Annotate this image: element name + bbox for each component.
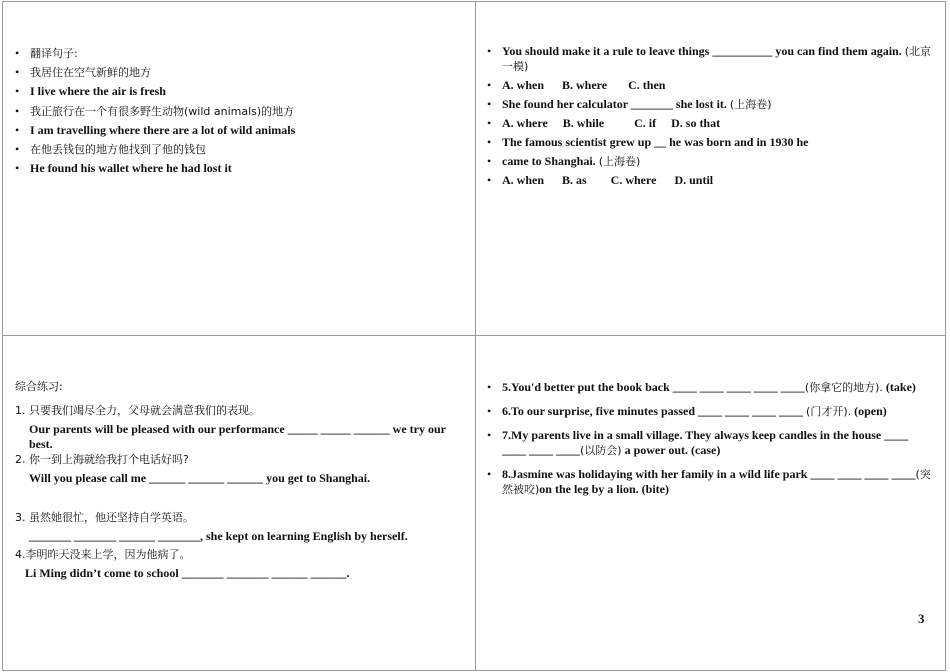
- answer-options: • A. where B. while C. if D. so that: [486, 116, 934, 131]
- list-item: • 我居住在空气新鲜的地方: [14, 65, 464, 80]
- question-item: • The famous scientist grew up __ he was born and in 1930 he: [486, 135, 934, 150]
- translation-list: [14, 46, 464, 180]
- list-item: • 在他丢钱包的地方他找到了他的钱包: [14, 142, 464, 157]
- question-item: • She found her calculator _______ she lost it. (上海卷): [486, 97, 934, 112]
- list-item: • He found his wallet where he had lost it: [14, 161, 464, 176]
- question-en: Li Ming didn’t come to school _______ _______ ______ ______.: [25, 566, 350, 580]
- list-item: • 我正旅行在一个有很多野生动物(wild animals)的地方: [14, 104, 464, 119]
- question-zh: 4.李明昨天没来上学，因为他病了。: [15, 548, 191, 561]
- list-item: • I live where the air is fresh: [14, 84, 464, 99]
- question-zh: 3. 虽然她很忙，他还坚持自学英语。: [15, 511, 194, 524]
- answer-options: • A. when B. where C. then: [486, 78, 934, 93]
- question-item: • You should make it a rule to leave things __________ you can find them again. (北京一模): [486, 44, 934, 74]
- question-en: Will you please call me ______ ______ ______ you get to Shanghai.: [29, 471, 371, 485]
- question-item: • came to Shanghai. (上海卷): [486, 154, 934, 169]
- slide-panel-exam-questions: [475, 1, 946, 336]
- question-item: • 6.To our surprise, five minutes passed ____ ____ ____ ____ (门才开). (open): [486, 404, 934, 419]
- practice-body: [15, 379, 470, 581]
- question-zh: 2. 你一到上海就给我打个电话好吗?: [15, 453, 189, 466]
- section-heading: 综合练习:: [15, 380, 63, 393]
- question-zh: 1. 只要我们竭尽全力，父母就会满意我们的表现。: [15, 404, 260, 417]
- slide-panel-fill-in: [475, 335, 946, 671]
- fill-in-list: [486, 380, 934, 506]
- question-en: _______ _______ ______ _______, she kept on learning English by herself.: [29, 529, 408, 543]
- slide-panel-translation: [2, 1, 476, 336]
- page-number: 3: [918, 611, 925, 626]
- list-item: • 翻译句子:: [14, 46, 464, 61]
- question-item: • 5.You'd better put the book back ____ ____ ____ ____ ____(你拿它的地方). (take): [486, 380, 934, 395]
- question-item: • 7.My parents live in a small village. They always keep candles in the house ____ ____ ____ ____(以防会) a power out. (case): [486, 428, 934, 458]
- exam-question-list: [486, 44, 934, 192]
- answer-options: • A. when B. as C. where D. until: [486, 173, 934, 188]
- slide-panel-practice: [2, 335, 476, 671]
- list-item: • I am travelling where there are a lot of wild animals: [14, 123, 464, 138]
- question-en: Our parents will be pleased with our performance _____ _____ ______ we try our best.: [29, 422, 446, 451]
- question-item: • 8.Jasmine was holidaying with her family in a wild life park ____ ____ ____ ____(突然被咬)on the leg by a lion. (bite): [486, 467, 934, 497]
